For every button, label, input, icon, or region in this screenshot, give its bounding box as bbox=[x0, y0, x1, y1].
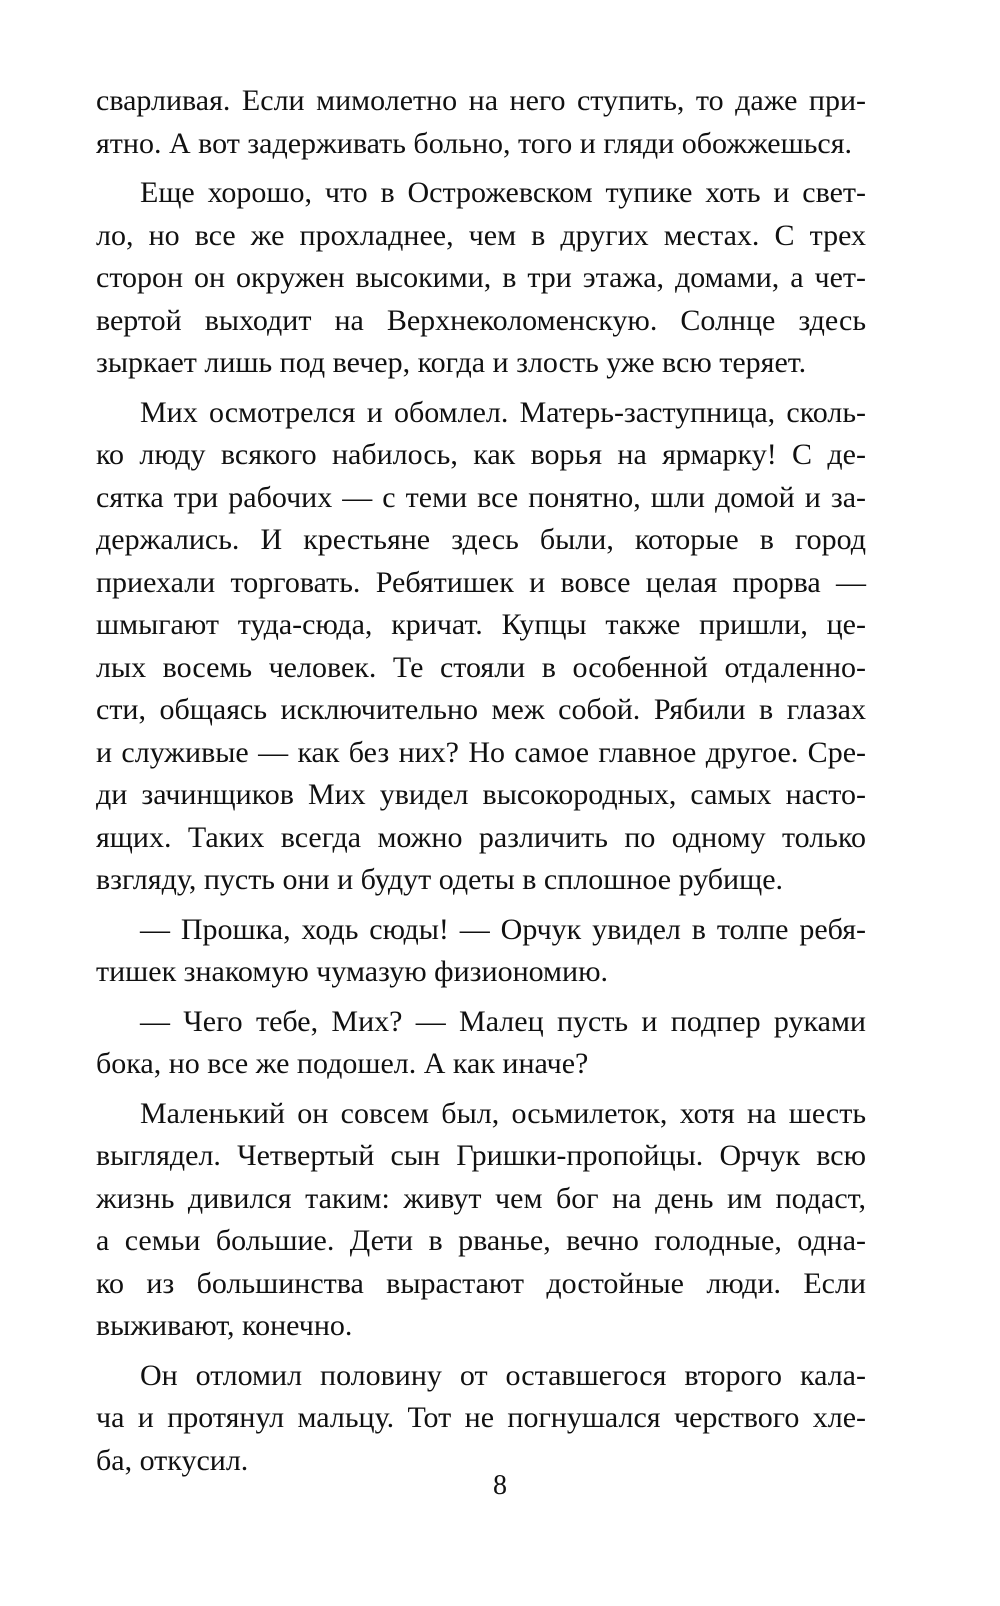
text-line: ко из большинства вырастают достойные люди. Если bbox=[96, 1266, 866, 1300]
text-line: ятно. А вот задерживать больно, того и гляди обожжешься. bbox=[96, 126, 852, 160]
text-line: сти, общаясь исключительно меж собой. Рябили в глазах bbox=[96, 693, 866, 726]
text-line: — Прошка, ходь сюды! — Орчук увидел в толпе ребя- bbox=[140, 912, 866, 946]
text-line: выглядел. Четвертый сын Гришки-пропойцы. Орчук всю bbox=[96, 1139, 866, 1172]
text-line: сятка три рабочих — с теми все понятно, шли домой и за- bbox=[96, 480, 866, 514]
text-line: вертой выходит на Верхнеколоменскую. Солнце здесь bbox=[96, 303, 866, 337]
text-line: Он отломил половину от оставшегося второго кала- bbox=[140, 1358, 866, 1392]
text-line: зыркает лишь под вечер, когда и злость уже всю теряет. bbox=[96, 346, 807, 379]
text-line: шмыгают туда-сюда, кричат. Купцы также пришли, це- bbox=[96, 608, 866, 641]
text-line: ящих. Таких всегда можно различить по одному только bbox=[96, 820, 866, 854]
text-line: взгляду, пусть они и будут одеты в сплошное рубище. bbox=[96, 863, 784, 896]
text-line: Еще хорошо, что в Острожевском тупике хоть и свет- bbox=[140, 176, 866, 209]
text-line: бока, но все же подошел. А как иначе? bbox=[96, 1047, 589, 1080]
text-line: лых восемь человек. Те стояли в особенной отдаленно- bbox=[96, 650, 866, 684]
text-line: ко люду всякого набилось, как ворья на ярмарку! С де- bbox=[96, 438, 866, 471]
text-line: — Чего тебе, Мих? — Малец пусть и подпер руками bbox=[140, 1004, 866, 1038]
text-line: и служивые — как без них? Но самое главное другое. Сре- bbox=[96, 735, 866, 769]
text-line: тишек знакомую чумазую физиономию. bbox=[96, 955, 609, 988]
text-line: ча и протянул мальцу. Тот не погнушался черствого хле- bbox=[96, 1401, 866, 1434]
text-line: Маленький он совсем был, осьмилеток, хотя на шесть bbox=[140, 1096, 866, 1130]
text-line: Мих осмотрелся и обомлел. Матерь-заступница, сколь- bbox=[140, 395, 866, 429]
text-line: ди зачинщиков Мих увидел высокородных, самых насто- bbox=[96, 778, 866, 811]
page-number: 8 bbox=[493, 1470, 507, 1501]
text-line: ба, откусил. bbox=[96, 1443, 249, 1477]
text-line: сварливая. Если мимолетно на него ступить, то даже при- bbox=[96, 84, 866, 117]
body-text bbox=[96, 80, 866, 1482]
text-line: а семьи большие. Дети в рванье, вечно голодные, одна- bbox=[96, 1224, 866, 1257]
text-line: жизнь дивился таким: живут чем бог на день им подаст, bbox=[96, 1181, 866, 1215]
text-line: держались. И крестьяне здесь были, которые в город bbox=[96, 523, 866, 556]
text-line: сторон он окружен высокими, в три этажа, домами, а чет- bbox=[96, 261, 866, 294]
text-line: приехали торговать. Ребятишек и вовсе целая прорва — bbox=[96, 565, 866, 599]
text-line: выживают, конечно. bbox=[96, 1309, 353, 1342]
text-line: ло, но все же прохладнее, чем в других местах. С трех bbox=[96, 218, 866, 252]
